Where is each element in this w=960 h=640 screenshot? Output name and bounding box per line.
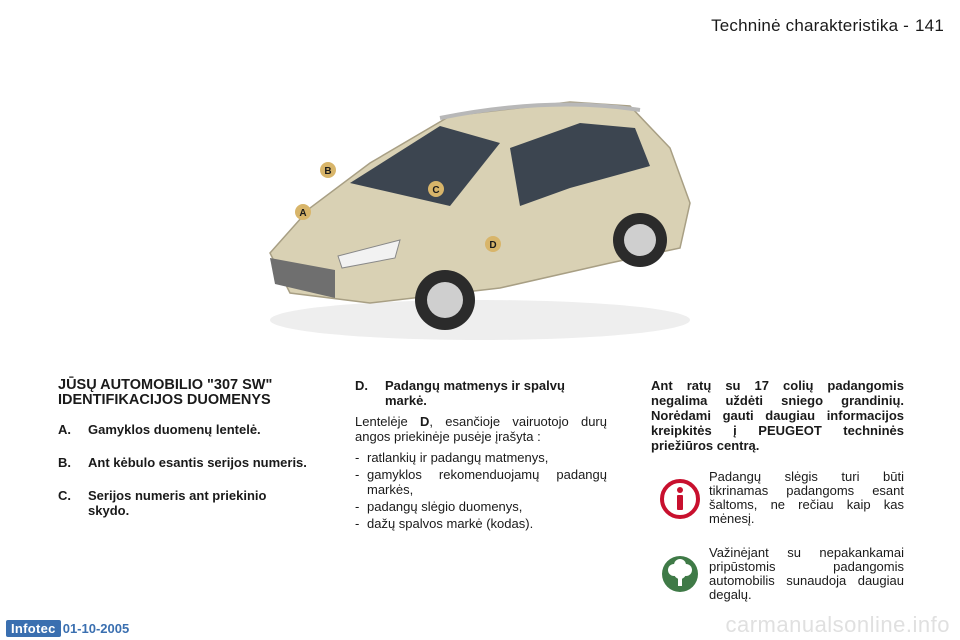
item-d-desc-pre: Lentelėje [355, 414, 420, 429]
list-item: - ratlankių ir padangų matmenys, [355, 450, 607, 465]
snow-chain-warning: Ant ratų su 17 colių padangomis negalima uždėti sniego grandinių. Norėdami gauti daugiau informacijos kreipkitės į PEUGEOT techninės priežiūros centrą. [651, 378, 904, 453]
tyre-section [355, 378, 607, 533]
info-icon [651, 470, 709, 526]
rear-wheel-rim [624, 224, 656, 256]
item-d [355, 378, 607, 408]
item-d-label: D. [355, 378, 368, 393]
item-d-desc-bold: D [420, 414, 430, 429]
page-number: 141 [915, 16, 944, 35]
eco-note [651, 546, 904, 602]
tyre-pressure-note-text: Padangų slėgis turi būti tikrinamas padangoms esant šaltoms, ne rečiau kaip kas mėnesį. [709, 469, 904, 526]
item-c-label: C. [58, 488, 71, 503]
list-item-text: dažų spalvos markė (kodas). [367, 516, 534, 531]
header-title: Techninė charakteristika - [711, 16, 910, 35]
tyre-pressure-note [651, 470, 904, 526]
eco-note-text: Važinėjant su nepakankamai pripūstomis padangomis automobilis sunaudoja daugiau degalų. [709, 545, 904, 602]
list-item: - gamyklos rekomenduojamų padangų markės, [355, 467, 607, 497]
item-d-description [355, 414, 607, 444]
tyre-info-list [355, 450, 607, 531]
infotec-logo: Infotec [6, 620, 61, 637]
item-a [58, 422, 308, 437]
item-d-desc-post: , esančioje vairuotojo durų angos priekinėje pusėje įrašyta : [355, 414, 607, 444]
item-c [58, 488, 308, 518]
car-shadow [270, 300, 690, 340]
footer-date: 01-10-2005 [62, 621, 130, 636]
page-header [711, 16, 944, 36]
callout-a-label: A [299, 208, 307, 219]
item-c-text: Serijos numeris ant priekinio skydo. [88, 488, 267, 518]
footer [6, 620, 129, 637]
watermark: carmanualsonline.info [725, 612, 950, 637]
callout-c-label: C [432, 185, 440, 196]
list-item-text: gamyklos rekomenduojamų padangų markės, [367, 467, 607, 497]
item-a-text: Gamyklos duomenų lentelė. [88, 422, 261, 437]
list-item: - dažų spalvos markė (kodas). [355, 516, 607, 531]
callout-d-label: D [489, 240, 497, 251]
item-b [58, 455, 308, 470]
list-item-text: ratlankių ir padangų matmenys, [367, 450, 549, 465]
car-illustration [250, 88, 700, 348]
item-d-title: Padangų matmenys ir spalvų markė. [385, 378, 565, 408]
item-a-label: A. [58, 422, 71, 437]
warning-section [651, 378, 904, 453]
identification-section [58, 378, 308, 536]
list-item-text: padangų slėgio duomenys, [367, 499, 523, 514]
tree-icon [651, 546, 709, 602]
front-wheel-rim [427, 282, 463, 318]
section-title: JŪSŲ AUTOMOBILIO "307 SW" IDENTIFIKACIJOS DUOMENYS [58, 377, 273, 408]
list-item: - padangų slėgio duomenys, [355, 499, 607, 514]
item-b-label: B. [58, 455, 71, 470]
item-b-text: Ant kėbulo esantis serijos numeris. [88, 455, 307, 470]
callout-b-label: B [324, 166, 332, 177]
